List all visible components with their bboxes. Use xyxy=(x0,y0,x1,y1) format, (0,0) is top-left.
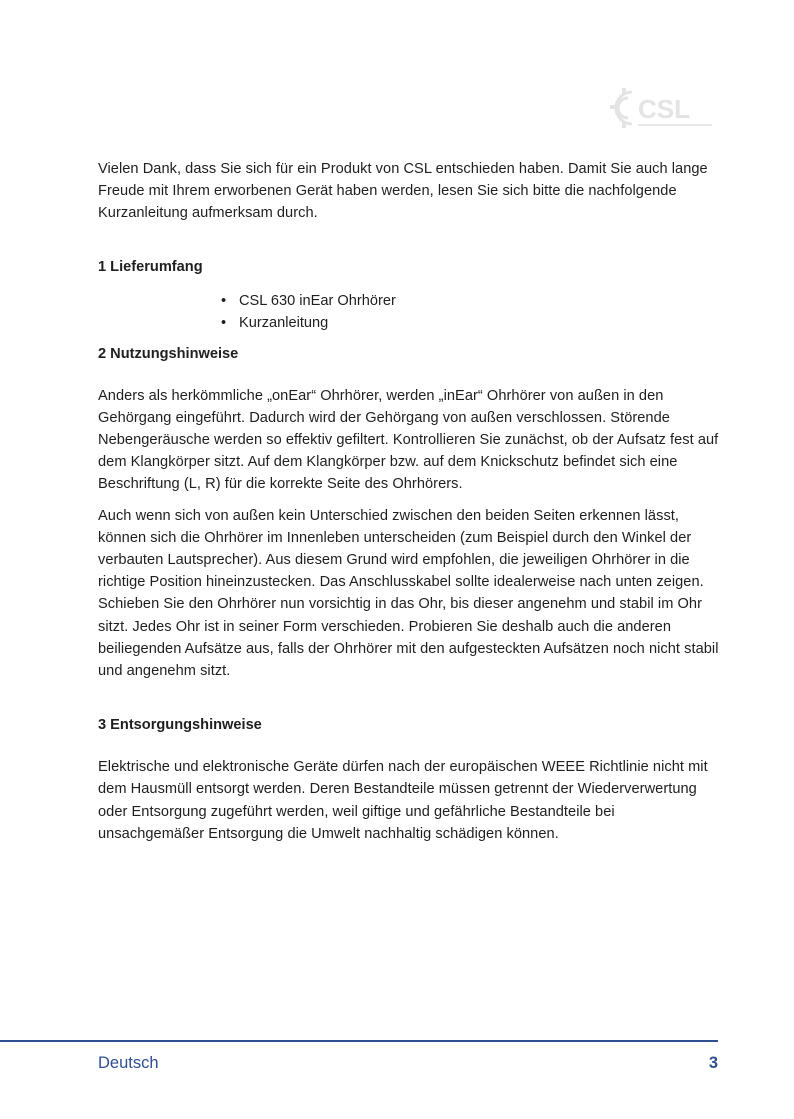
page-number: 3 xyxy=(708,1054,718,1072)
nutzung-paragraph-2: Auch wenn sich von außen kein Unterschied zwischen den beiden Seiten erkennen lässt, können sich die Ohrhörer im Innenleben unterscheiden (zum Beispiel durch den Winkel der verbauten Lautsprecher). Aus diesem Grund wird empfohlen, die jeweiligen Ohrhörer in die richtige Position hineinzustecken. Das Anschlusskabel sollte idealerweise nach unten zeigen. Schieben Sie den Ohrhörer nun vorsichtig in das Ohr, bis dieser angenehm und stabil im Ohr sitzt. Jedes Ohr ist in seiner Form verschieden. Probieren Sie deshalb auch die anderen beiliegenden Aufsätze aus, falls der Ohrhörer mit den aufgesteckten Aufsätzen noch nicht stabil und angenehm sitzt. xyxy=(98,507,719,680)
logo-text: CSL xyxy=(638,94,690,124)
entsorgung-paragraph: Elektrische und elektronische Geräte dürfen nach der europäischen WEEE Richtlinie nicht mit dem Hausmüll entsorgt werden. Deren Bestandteile müssen getrennt der Wiederverwertung oder Entsorgung zugeführt werden, weil giftige und gefährliche Bestandteile bei unsachgemäßer Entsorgung die Umwelt nachhaltig schädigen können. xyxy=(98,759,708,842)
csl-logo xyxy=(608,84,718,134)
intro-paragraph: Vielen Dank, dass Sie sich für ein Produkt von CSL entschieden haben. Damit Sie auch lange Freude mit Ihrem erworbenen Gerät haben werden, lesen Sie sich bitte die nachfolgende Kurzanleitung aufmerksam durch. xyxy=(98,161,708,222)
footer-divider xyxy=(0,1040,718,1042)
section-heading-entsorgungshinweise: 3 Entsorgungshinweise xyxy=(98,717,262,734)
lieferumfang-list xyxy=(98,290,722,334)
bullet-icon: • xyxy=(221,292,227,309)
list-item-label: Kurzanleitung xyxy=(239,314,329,331)
nutzung-paragraph-1: Anders als herkömmliche „onEar“ Ohrhörer, werden „inEar“ Ohrhörer von außen in den Gehörgang eingeführt. Dadurch wird der Gehörgang von außen verschlossen. Störende Nebengeräusche werden so effektiv gefiltert. Kontrollieren Sie zunächst, ob der Aufsatz fest auf dem Klangkörper sitzt. Auf dem Klangkörper bzw. auf dem Knickschutz befindet sich eine Beschriftung (L, R) für die korrekte Seite des Ohrhörers. xyxy=(98,387,719,493)
bullet-icon: • xyxy=(221,314,227,331)
section-heading-lieferumfang: 1 Lieferumfang xyxy=(98,258,203,275)
section-heading-nutzungshinweise: 2 Nutzungshinweise xyxy=(98,345,239,362)
list-item xyxy=(218,312,722,334)
list-item-label: CSL 630 inEar Ohrhörer xyxy=(239,292,396,309)
footer-language: Deutsch xyxy=(98,1054,159,1072)
list-item xyxy=(218,290,722,312)
page-content xyxy=(98,158,722,845)
